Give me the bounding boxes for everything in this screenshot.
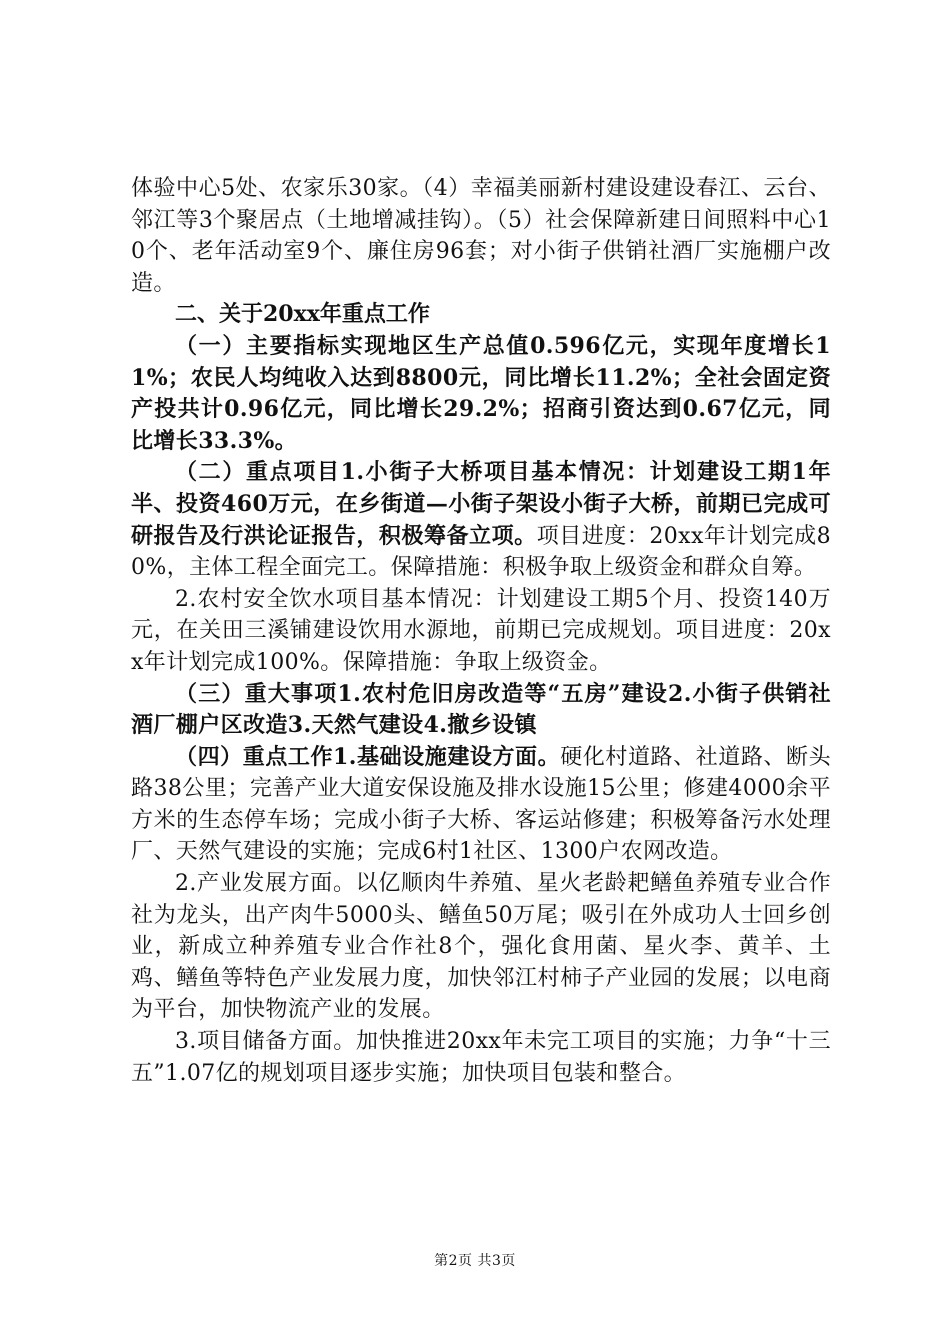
heading-text: 二、关于20xx年重点工作: [175, 301, 430, 328]
paragraph-text: 2.农村安全饮水项目基本情况：计划建设工期5个月、投资140万元，在关田三溪铺建设饮用水源地，前期已完成规划。项目进度：20xx年计划完成100%。保障措施：争取上级资金。: [131, 586, 831, 675]
paragraph-text: （三）重大事项1.农村危旧房改造等“五房”建设2.小街子供销社酒厂棚户区改造3.天然气建设4.撤乡设镇: [131, 680, 831, 739]
paragraph-water-project: [131, 584, 831, 679]
paragraph-main-indicators: [131, 331, 831, 457]
paragraph-social-security: [131, 173, 831, 299]
paragraph-project-reserve: [131, 1026, 831, 1089]
page-number-footer: 第2页 共3页: [434, 1253, 516, 1269]
document-body: [131, 173, 831, 1089]
paragraph-text: 硬化村道路、社道路、断头路38公里；完善产业大道安保设施及排水设施15公里；修建4000余平方米的生态停车场；完成小街子大桥、客运站修建；积极筹备污水处理厂、天然气建设的实施；完成6村1社区、1300户农网改造。: [131, 744, 831, 865]
paragraph-industry-development: [131, 868, 831, 1026]
section-heading-key-work: [131, 299, 831, 331]
paragraph-major-matters: [131, 679, 831, 742]
paragraph-text: 体验中心5处、农家乐30家。（4）幸福美丽新村建设建设春江、云台、邻江等3个聚居点（土地增减挂钩）。（5）社会保障新建日间照料中心10个、老年活动室9个、廉住房96套；对小街子供销社酒厂实施棚户改造。: [131, 176, 831, 296]
paragraph-infrastructure: [131, 742, 831, 868]
paragraph-text: 2.产业发展方面。以亿顺肉牛养殖、星火老龄耙鳝鱼养殖专业合作社为龙头，出产肉牛5000头、鳝鱼50万尾；吸引在外成功人士回乡创业，新成立种养殖专业合作社8个，强化食用菌、星火李、黄羊、土鸡、鳝鱼等特色产业发展力度，加快邻江村柿子产业园的发展；以电商为平台，加快物流产业的发展。: [131, 871, 831, 1023]
paragraph-key-projects: [131, 457, 831, 583]
paragraph-lead-text: （二）重点项目1.小街子大桥项目基本情况：计划建设工期1年半、投资460万元，在乡街道—小街子架设小街子大桥，前期已完成可研报告及行洪论证报告，积极筹备立项。: [131, 459, 831, 549]
paragraph-text: 项目进度：20xx年计划完成80%，主体工程全面完工。保障措施：积极争取上级资金和群众自筹。: [131, 523, 832, 581]
paragraph-text: （一）主要指标实现地区生产总值0.596亿元，实现年度增长11%；农民人均纯收入达到8800元，同比增长11.2%；全社会固定资产投共计0.96亿元，同比增长29.2%；招商引资达到0.67亿元，同比增长33.3%。: [131, 332, 831, 454]
paragraph-text: 3.项目储备方面。加快推进20xx年未完工项目的实施；力争“十三五”1.07亿的规划项目逐步实施；加快项目包装和整合。: [131, 1029, 831, 1086]
paragraph-lead-text: （四）重点工作1.基础设施建设方面。: [175, 743, 561, 770]
